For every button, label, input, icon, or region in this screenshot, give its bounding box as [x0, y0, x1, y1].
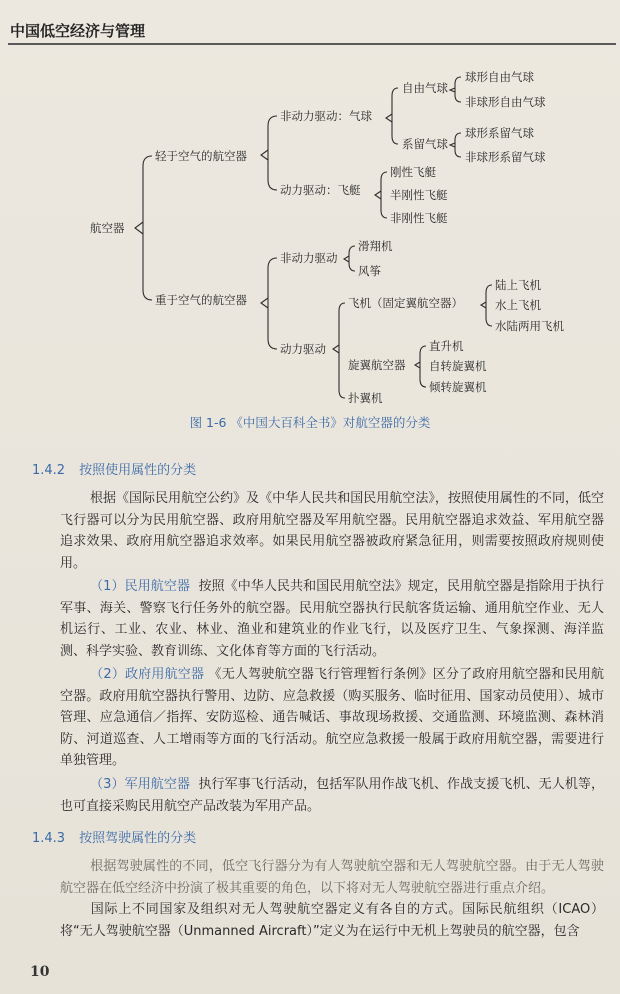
node-amphibian: 水陆两用飞机 [495, 319, 564, 333]
paragraph-text: 根据《国际民用航空公约》及《中华人民共和国民用航空法》，按照使用属性的不同，低空飞行器可以分为民用航空器、政府用航空器及军用航空器。民用航空器追求效益、军用航空器追求效果、政府用航空器追求效率。如果民用航空器被政府紧急征用，则需要按照政府规则使用。 [60, 491, 604, 571]
node-airplane: 飞机（固定翼航空器） [348, 296, 463, 310]
node-nonspherical-free-balloon: 非球形自由气球 [465, 95, 546, 109]
node-helicopter: 直升机 [429, 339, 464, 353]
node-ornithopter: 扑翼机 [348, 391, 383, 405]
bracket-lighter [261, 116, 277, 190]
section-heading-1-4-3 [32, 827, 196, 846]
node-heavier-than-air: 重于空气的航空器 [155, 293, 247, 307]
node-lighter-than-air: 轻于空气的航空器 [155, 149, 247, 163]
node-aircraft: 航空器 [90, 221, 125, 235]
term-military-aircraft: （3）军用航空器 [90, 777, 191, 792]
bracket-powered [333, 303, 345, 398]
bracket-nonpowered [344, 246, 355, 271]
bracket-airship [375, 172, 387, 218]
page-number: 10 [30, 964, 50, 980]
node-semirigid-airship: 半刚性飞艇 [390, 188, 448, 202]
node-nonpowered: 非动力驱动 [280, 251, 338, 265]
node-nonrigid-airship: 非刚性飞艇 [390, 211, 448, 225]
section-heading-1-4-2 [32, 459, 196, 478]
term-government-aircraft: （2）政府用航空器 [90, 667, 205, 682]
bracket-root [135, 156, 152, 300]
node-spherical-tethered-balloon: 球形系留气球 [465, 126, 534, 140]
paragraph-civil-aircraft [60, 576, 604, 662]
paragraph-piloting-attribute [60, 856, 604, 899]
node-powered: 动力驱动 [280, 342, 326, 356]
paragraph-government-aircraft [60, 664, 604, 772]
section-number: 1.4.2 [32, 463, 66, 478]
node-land-plane: 陆上飞机 [495, 278, 541, 292]
bracket-airplane [481, 285, 492, 326]
figure-caption: 图 1-6 《中国大百科全书》对航空器的分类 [189, 415, 431, 430]
node-rigid-airship: 刚性飞艇 [390, 165, 436, 179]
bracket-rotorcraft [415, 346, 426, 387]
node-rotorcraft: 旋翼航空器 [348, 358, 406, 372]
node-gyroplane: 自转旋翼机 [429, 359, 487, 373]
bracket-tethered [450, 133, 461, 157]
node-spherical-free-balloon: 球形自由气球 [465, 70, 534, 84]
node-nonpowered-balloon: 非动力驱动：气球 [280, 109, 372, 123]
term-civil-aircraft: （1）民用航空器 [90, 579, 191, 594]
paragraph-military-aircraft [60, 774, 604, 817]
section-number: 1.4.3 [32, 831, 66, 846]
section-title: 按照驾驶属性的分类 [79, 831, 197, 846]
section-title: 按照使用属性的分类 [79, 463, 197, 478]
bracket-heavier [261, 258, 277, 349]
paragraph-text: 根据驾驶属性的不同，低空飞行器分为有人驾驶航空器和无人驾驶航空器。由于无人驾驶航空器在低空经济中扮演了极其重要的角色，以下将对无人驾驶航空器进行重点介绍。 [60, 859, 604, 896]
running-head: 中国低空经济与管理 [10, 22, 146, 40]
node-tethered-balloon: 系留气球 [402, 137, 448, 151]
aircraft-classification-tree [0, 0, 620, 410]
paragraph-text: 执行军事飞行活动，包括军队用作战飞机、作战支援飞机、无人机等，也可直接采购民用航空产品改装为军用产品。 [60, 777, 604, 814]
bracket-free [450, 77, 461, 102]
paragraph-icao-definition [60, 899, 604, 942]
node-powered-airship: 动力驱动：飞艇 [280, 183, 361, 197]
node-free-balloon: 自由气球 [402, 81, 448, 95]
node-tiltrotor: 倾转旋翼机 [429, 380, 487, 394]
node-nonspherical-tethered-balloon: 非球形系留气球 [465, 150, 546, 164]
node-kite: 风筝 [358, 264, 381, 278]
node-glider: 滑翔机 [358, 239, 393, 253]
bracket-balloon [386, 88, 398, 144]
paragraph-text: 国际上不同国家及组织对无人驾驶航空器定义有各自的方式。国际民航组织（ICAO）将“无人驾驶航空器（Unmanned Aircraft）”定义为在运行中无机上驾驶员的航空器，包含 [60, 902, 604, 939]
paragraph-text: 按照《中华人民共和国民用航空法》规定，民用航空器是指除用于执行军事、海关、警察飞行任务外的航空器。民用航空器执行民航客货运输、通用航空作业、无人机运行、工业、农业、林业、渔业和建筑业的作业飞行，以及医疗卫生、气象探测、海洋监测、科学实验、教育训练、文化体育等方面的飞行活动。 [60, 579, 604, 659]
node-seaplane: 水上飞机 [495, 298, 541, 312]
paragraph-intro [60, 488, 604, 574]
paragraph-text: 《无人驾驶航空器飞行管理暂行条例》区分了政府用航空器和民用航空器。政府用航空器执行警用、边防、应急救援（购买服务、临时征用、国家动员使用）、城市管理、应急通信／指挥、安防巡检、通告喊话、事故现场救援、交通监测、环境监测、森林消防、河道巡查、人工增雨等方面的飞行活动。航空应急救援一般属于政府用航空器，需要进行单独管理。 [60, 667, 604, 768]
